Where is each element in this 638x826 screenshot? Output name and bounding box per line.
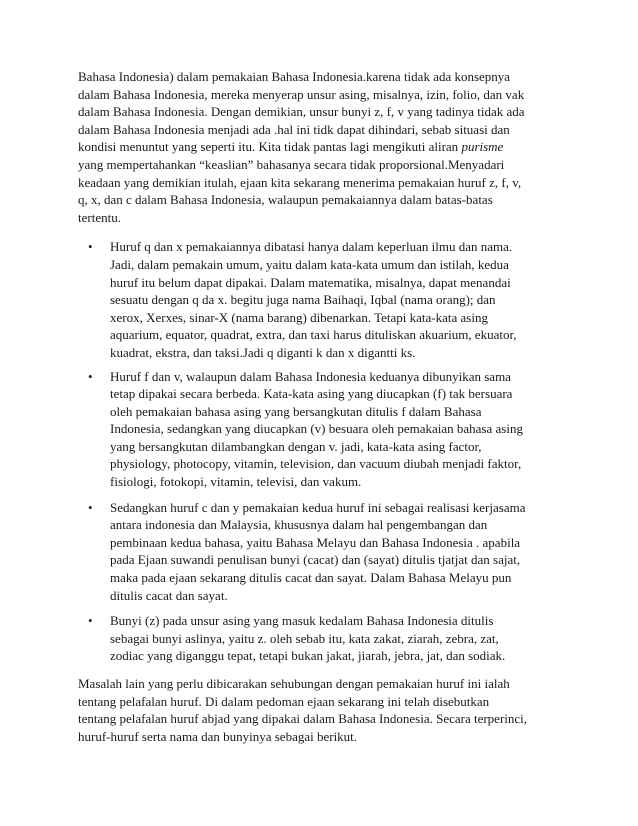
bullet-item — [78, 612, 570, 665]
text-line: dalam Bahasa Indonesia. Dengan demikian, unsur bunyi z, f, v yang tadinya tidak ada — [78, 104, 525, 120]
bullet-icon: • — [88, 239, 93, 255]
text-line: pada Ejaan suwandi penulisan bunyi (cacat) dan (sayat) ditulis tjatjat dan sajat, — [110, 552, 521, 568]
text-line: dalam Bahasa Indonesia, mereka menyerap unsur asing, misalnya, izin, folio, dan vak — [78, 86, 525, 102]
text-line — [78, 138, 570, 156]
bullet-item — [78, 368, 570, 491]
text-fragment: kondisi menuntut yang seperti itu. Kita tidak pantas lagi mengikuti aliran — [78, 139, 462, 155]
bullet-list — [78, 238, 570, 665]
text-line: Indonesia, sedangkan yang diucapkan (v) besuara oleh pemakaian bahasa asing — [110, 421, 523, 437]
text-line: yang bersangkutan dilambangkan dengan v. jadi, kata-kata asing factor, — [110, 438, 482, 454]
text-line: sesuatu dengan q da x. begitu juga nama Baihaqi, Iqbal (nama orang); dan — [110, 292, 496, 308]
text-line: Jadi, dalam pemakain umum, yaitu dalam kata-kata umum dan istilah, kedua — [110, 256, 509, 272]
text-line: zodiac yang diganggu tepat, tetapi bukan jakat, jiarah, jebra, jat, dan sodiak. — [110, 648, 506, 664]
text-line: Bahasa Indonesia) dalam pemakaian Bahasa Indonesia.karena tidak ada konsepnya — [78, 69, 511, 84]
text-line: xerox, Xerxes, sinar-X (nama barang) dibenarkan. Tetapi kata-kata asing — [110, 309, 488, 325]
spacer — [78, 491, 570, 499]
bullet-item — [78, 238, 570, 361]
text-line: Huruf q dan x pemakaiannya dibatasi hanya dalam keperluan ilmu dan nama. — [110, 239, 513, 255]
text-line: tetap dipakai secara berbeda. Kata-kata asing yang diucapkan (f) tak bersuara — [110, 386, 513, 402]
document-page — [78, 68, 570, 745]
bullet-icon: • — [88, 613, 93, 629]
text-line: Bunyi (z) pada unsur asing yang masuk kedalam Bahasa Indonesia ditulis — [110, 613, 494, 629]
text-line: keadaan yang demikian itulah, ejaan kita sekarang menerima pemakaian huruf z, f, v, — [78, 174, 522, 190]
closing-paragraph — [78, 675, 570, 745]
italic-term: purisme — [461, 139, 504, 155]
text-line: sebagai bunyi aslinya, yaitu z. oleh sebab itu, kata zakat, ziarah, zebra, zat, — [110, 630, 499, 646]
text-line: physiology, photocopy, vitamin, television, dan vacuum diubah menjadi faktor, — [110, 456, 522, 472]
spacer — [78, 665, 570, 675]
text-line: q, x, dan c dalam Bahasa Indonesia, walaupun pemakaiannya dalam batas-batas — [78, 192, 493, 208]
text-line: huruf-huruf serta nama dan bunyinya sebagai berikut. — [78, 728, 358, 744]
text-line: maka pada ejaan sekarang ditulis cacat dan sayat. Dalam Bahasa Melayu pun — [110, 570, 512, 586]
text-line: Masalah lain yang perlu dibicarakan sehubungan dengan pemakaian huruf ini ialah — [78, 676, 510, 691]
text-line: oleh pemakaian bahasa asing yang bersangkutan ditulis f dalam Bahasa — [110, 403, 482, 419]
text-line: tentang pelafalan huruf. Di dalam pedoman ejaan sekarang ini telah disebutkan — [78, 693, 490, 709]
text-line: pembinaan kedua bahasa, yaitu Bahasa Melayu dan Bahasa Indonesia . apabila — [110, 534, 521, 550]
text-line: kuadrat, ekstra, dan taksi.Jadi q diganti k dan x digantti ks. — [110, 344, 416, 360]
bullet-icon: • — [88, 368, 93, 384]
spacer — [78, 604, 570, 612]
bullet-item — [78, 499, 570, 605]
text-line: fisiologi, fotokopi, vitamin, televisi, dan vakum. — [110, 474, 362, 490]
bullet-icon: • — [88, 499, 93, 515]
text-line: Sedangkan huruf c dan y pemakaian kedua huruf ini sebagai realisasi kerjasama — [110, 499, 526, 515]
text-line: Huruf f dan v, walaupun dalam Bahasa Indonesia keduanya dibunyikan sama — [110, 368, 511, 384]
text-line: aquarium, equator, quadrat, extra, dan taxi harus dituliskan akuarium, ekuator, — [110, 327, 517, 343]
text-line: huruf itu belum dapat dipakai. Dalam matematika, misalnya, dapat menandai — [110, 274, 511, 290]
text-line: tertentu. — [78, 209, 121, 225]
text-line: yang mempertahankan “keaslian” bahasanya secara tidak proporsional.Menyadari — [78, 156, 505, 172]
text-line: dalam Bahasa Indonesia menjadi ada .hal ini tidk dapat dihindari, sebab situasi dan — [78, 121, 510, 137]
text-line: ditulis cacat dan sayat. — [110, 587, 228, 603]
spacer — [78, 226, 570, 238]
intro-paragraph — [78, 68, 570, 226]
text-line: tentang pelafalan huruf abjad yang dipakai dalam Bahasa Indonesia. Secara terperinci, — [78, 711, 528, 727]
text-line: antara indonesia dan Malaysia, khususnya dalam hal pengembangan dan — [110, 517, 488, 533]
